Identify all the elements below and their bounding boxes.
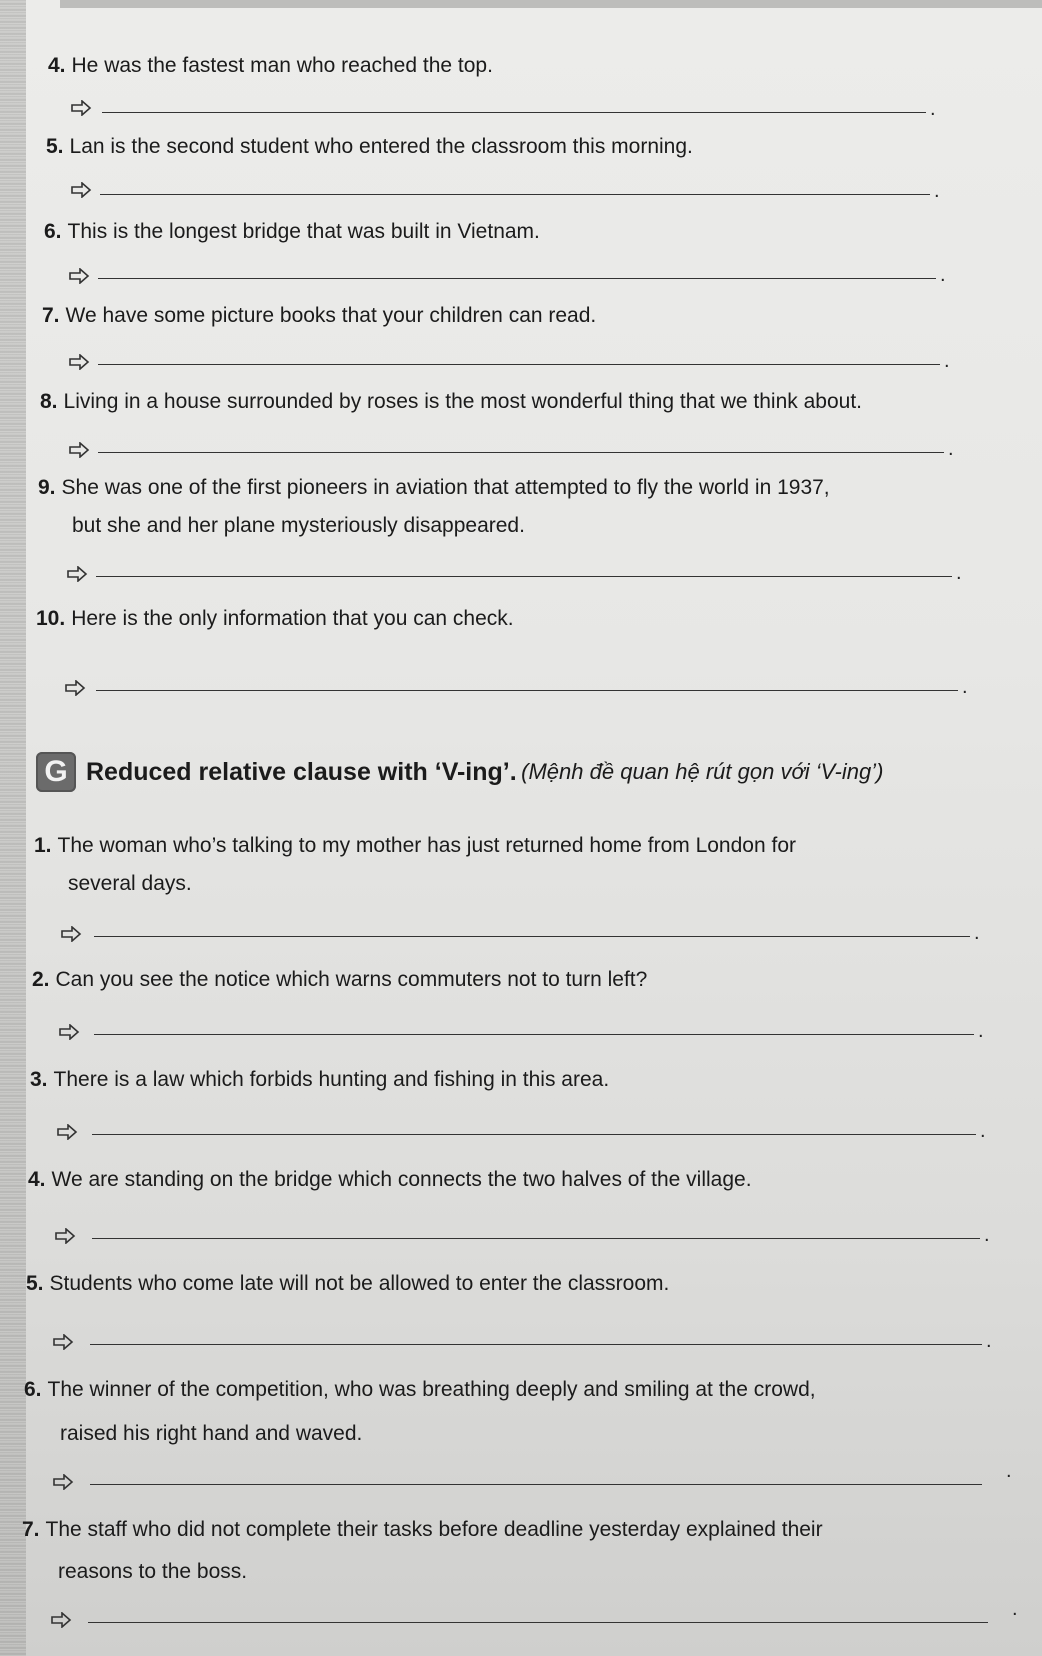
answer-arrow-icon bbox=[70, 100, 92, 116]
section-title: Reduced relative clause with ‘V-ing’. bbox=[86, 757, 517, 786]
end-period: . bbox=[978, 1020, 984, 1042]
answer-arrow-icon bbox=[50, 1612, 72, 1628]
section-question-1-continued: several days. bbox=[68, 872, 192, 895]
section-heading bbox=[36, 752, 883, 796]
answer-line[interactable] bbox=[92, 1134, 976, 1135]
section-question-2: 2. Can you see the notice which warns commuters not to turn left? bbox=[32, 968, 648, 991]
answer-line[interactable] bbox=[96, 690, 958, 691]
page-edge bbox=[60, 0, 1042, 8]
section-badge: G bbox=[36, 752, 76, 792]
answer-line[interactable] bbox=[94, 1034, 974, 1035]
answer-arrow-icon bbox=[66, 566, 88, 582]
answer-line[interactable] bbox=[88, 1622, 988, 1623]
end-period: . bbox=[962, 676, 968, 698]
answer-line[interactable] bbox=[98, 278, 936, 279]
section-question-7: 7. The staff who did not complete their tasks before deadline yesterday explained their bbox=[22, 1518, 823, 1541]
answer-line[interactable] bbox=[102, 112, 926, 113]
answer-arrow-icon bbox=[54, 1228, 76, 1244]
answer-line[interactable] bbox=[90, 1484, 982, 1485]
end-period: . bbox=[974, 922, 980, 944]
answer-line[interactable] bbox=[98, 452, 944, 453]
answer-arrow-icon bbox=[52, 1474, 74, 1490]
section-question-6: 6. The winner of the competition, who was breathing deeply and smiling at the crowd, bbox=[24, 1378, 816, 1401]
section-question-3: 3. There is a law which forbids hunting and fishing in this area. bbox=[30, 1068, 610, 1091]
section-question-5: 5. Students who come late will not be allowed to enter the classroom. bbox=[26, 1272, 670, 1295]
end-period: . bbox=[1012, 1598, 1018, 1620]
end-period: . bbox=[930, 98, 936, 120]
end-period: . bbox=[1006, 1460, 1012, 1482]
answer-arrow-icon bbox=[64, 680, 86, 696]
answer-arrow-icon bbox=[68, 354, 90, 370]
question-9: 9. She was one of the first pioneers in aviation that attempted to fly the world in 1937, bbox=[38, 476, 830, 499]
spiral-binding bbox=[0, 0, 26, 1656]
question-5: 5. Lan is the second student who entered the classroom this morning. bbox=[46, 135, 693, 158]
question-4: 4. He was the fastest man who reached the top. bbox=[48, 54, 493, 77]
question-10: 10. Here is the only information that you can check. bbox=[36, 607, 514, 630]
section-question-4: 4. We are standing on the bridge which connects the two halves of the village. bbox=[28, 1168, 752, 1191]
answer-arrow-icon bbox=[68, 268, 90, 284]
end-period: . bbox=[944, 350, 950, 372]
answer-line[interactable] bbox=[92, 1238, 980, 1239]
answer-line[interactable] bbox=[96, 576, 952, 577]
answer-arrow-icon bbox=[68, 442, 90, 458]
answer-line[interactable] bbox=[90, 1344, 982, 1345]
end-period: . bbox=[986, 1330, 992, 1352]
end-period: . bbox=[934, 180, 940, 202]
end-period: . bbox=[984, 1224, 990, 1246]
section-question-1: 1. The woman who’s talking to my mother has just returned home from London for bbox=[34, 834, 796, 857]
answer-arrow-icon bbox=[60, 926, 82, 942]
question-7: 7. We have some picture books that your children can read. bbox=[42, 304, 597, 327]
answer-arrow-icon bbox=[58, 1024, 80, 1040]
end-period: . bbox=[956, 562, 962, 584]
answer-line[interactable] bbox=[100, 194, 930, 195]
answer-arrow-icon bbox=[70, 182, 92, 198]
answer-arrow-icon bbox=[52, 1334, 74, 1350]
end-period: . bbox=[980, 1120, 986, 1142]
question-9-continued: but she and her plane mysteriously disappeared. bbox=[72, 514, 525, 537]
answer-line[interactable] bbox=[98, 364, 940, 365]
end-period: . bbox=[940, 264, 946, 286]
answer-arrow-icon bbox=[56, 1124, 78, 1140]
answer-line[interactable] bbox=[94, 936, 970, 937]
question-8: 8. Living in a house surrounded by roses is the most wonderful thing that we think about. bbox=[40, 390, 862, 413]
section-question-7-continued: reasons to the boss. bbox=[58, 1560, 248, 1583]
question-6: 6. This is the longest bridge that was built in Vietnam. bbox=[44, 220, 540, 243]
section-question-6-continued: raised his right hand and waved. bbox=[60, 1422, 363, 1445]
end-period: . bbox=[948, 438, 954, 460]
section-subtitle: (Mệnh đề quan hệ rút gọn với ‘V-ing’) bbox=[521, 759, 884, 784]
